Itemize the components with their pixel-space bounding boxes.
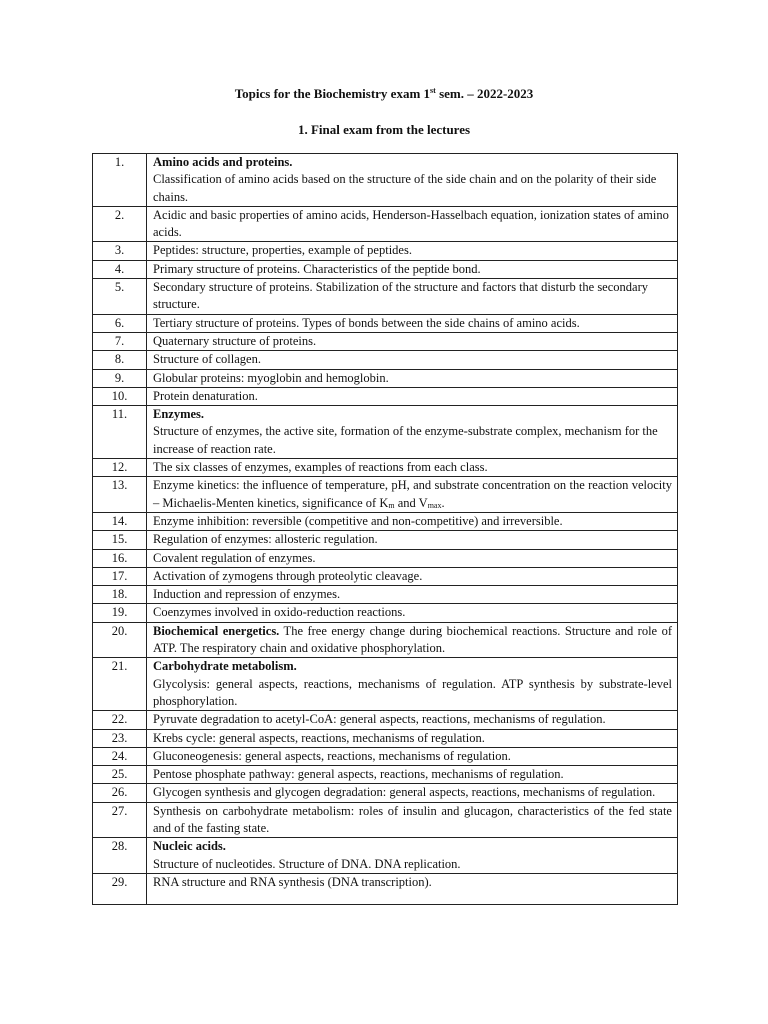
table-row bbox=[93, 784, 678, 802]
row-number: 6. bbox=[93, 314, 147, 332]
row-heading: Enzymes. bbox=[153, 407, 205, 422]
row-text bbox=[147, 838, 678, 874]
title-superscript: st bbox=[430, 86, 436, 95]
row-text: Peptides: structure, properties, example of peptides. bbox=[147, 242, 678, 260]
table-row bbox=[93, 802, 678, 838]
table-row bbox=[93, 242, 678, 260]
row-number: 4. bbox=[93, 260, 147, 278]
row-number: 12. bbox=[93, 459, 147, 477]
row-text: Activation of zymogens through proteolytic cleavage. bbox=[147, 567, 678, 585]
row-number: 2. bbox=[93, 206, 147, 242]
row-number: 11. bbox=[93, 406, 147, 459]
row-text: Krebs cycle: general aspects, reactions, mechanisms of regulation. bbox=[147, 729, 678, 747]
row-body: Enzyme kinetics: the influence of temperature, pH, and substrate concentration on the reaction velocity – Michaelis-Menten kinetics, significance of K bbox=[153, 478, 672, 510]
row-text: Pyruvate degradation to acetyl-CoA: general aspects, reactions, mechanisms of regulation. bbox=[147, 711, 678, 729]
document-title bbox=[0, 86, 768, 102]
km-subscript: m bbox=[388, 500, 395, 510]
row-number: 13. bbox=[93, 477, 147, 513]
row-body-cont: and V bbox=[394, 495, 428, 510]
table-row bbox=[93, 387, 678, 405]
table-row bbox=[93, 604, 678, 622]
row-number: 15. bbox=[93, 531, 147, 549]
table-row bbox=[93, 766, 678, 784]
row-text: Structure of collagen. bbox=[147, 351, 678, 369]
row-text bbox=[147, 477, 678, 513]
row-text: Tertiary structure of proteins. Types of bonds between the side chains of amino acids. bbox=[147, 314, 678, 332]
row-text: Regulation of enzymes: allosteric regulation. bbox=[147, 531, 678, 549]
row-number: 20. bbox=[93, 622, 147, 658]
row-text: Secondary structure of proteins. Stabilization of the structure and factors that disturb the secondary structure. bbox=[147, 279, 678, 315]
row-heading: Biochemical energetics. bbox=[153, 623, 280, 638]
table-row bbox=[93, 369, 678, 387]
row-text: Acidic and basic properties of amino acids, Henderson-Hasselbach equation, ionization states of amino acids. bbox=[147, 206, 678, 242]
title-text-rest: sem. – 2022-2023 bbox=[435, 86, 534, 101]
table-row bbox=[93, 838, 678, 874]
row-number: 10. bbox=[93, 387, 147, 405]
table-row bbox=[93, 351, 678, 369]
row-number: 29. bbox=[93, 873, 147, 904]
row-number: 18. bbox=[93, 586, 147, 604]
table-row bbox=[93, 531, 678, 549]
table-row bbox=[93, 622, 678, 658]
row-text: Covalent regulation of enzymes. bbox=[147, 549, 678, 567]
row-number: 5. bbox=[93, 279, 147, 315]
row-number: 17. bbox=[93, 567, 147, 585]
row-number: 19. bbox=[93, 604, 147, 622]
table-row bbox=[93, 747, 678, 765]
row-heading: Carbohydrate metabolism. bbox=[153, 659, 297, 674]
row-text: Globular proteins: myoglobin and hemoglobin. bbox=[147, 369, 678, 387]
row-number: 28. bbox=[93, 838, 147, 874]
table-row bbox=[93, 314, 678, 332]
row-text: Enzyme inhibition: reversible (competitive and non-competitive) and irreversible. bbox=[147, 512, 678, 530]
row-text: The six classes of enzymes, examples of reactions from each class. bbox=[147, 459, 678, 477]
row-text: Synthesis on carbohydrate metabolism: roles of insulin and glucagon, characteristics of the fed state and of the fasting state. bbox=[147, 802, 678, 838]
row-number: 16. bbox=[93, 549, 147, 567]
table-row bbox=[93, 873, 678, 904]
table-row bbox=[93, 154, 678, 207]
row-text: Quaternary structure of proteins. bbox=[147, 332, 678, 350]
table-row bbox=[93, 512, 678, 530]
row-number: 26. bbox=[93, 784, 147, 802]
row-heading: Amino acids and proteins. bbox=[153, 155, 293, 169]
table-row bbox=[93, 459, 678, 477]
row-number: 24. bbox=[93, 747, 147, 765]
table-row bbox=[93, 477, 678, 513]
row-number: 22. bbox=[93, 711, 147, 729]
row-heading: Nucleic acids. bbox=[153, 839, 226, 854]
row-number: 21. bbox=[93, 658, 147, 711]
row-body: Structure of enzymes, the active site, formation of the enzyme-substrate complex, mechanism for the increase of reaction rate. bbox=[153, 424, 658, 456]
row-number: 27. bbox=[93, 802, 147, 838]
table-row bbox=[93, 549, 678, 567]
row-number: 23. bbox=[93, 729, 147, 747]
row-number: 25. bbox=[93, 766, 147, 784]
row-text bbox=[147, 622, 678, 658]
table-row bbox=[93, 658, 678, 711]
table-row bbox=[93, 332, 678, 350]
row-number: 9. bbox=[93, 369, 147, 387]
row-text: RNA structure and RNA synthesis (DNA transcription). bbox=[147, 873, 678, 904]
topics-table bbox=[92, 153, 678, 905]
row-text bbox=[147, 658, 678, 711]
row-text: Protein denaturation. bbox=[147, 387, 678, 405]
row-body: Classification of amino acids based on the structure of the side chain and on the polarity of their side chains. bbox=[153, 172, 657, 204]
table-row bbox=[93, 567, 678, 585]
table-row bbox=[93, 711, 678, 729]
row-body: The free energy change during biochemical reactions. Structure and role of ATP. The respiratory chain and oxidative phosphorylation. bbox=[153, 623, 672, 656]
section-heading: 1. Final exam from the lectures bbox=[297, 122, 471, 137]
row-text: Glycogen synthesis and glycogen degradation: general aspects, reactions, mechanisms of regulation. bbox=[147, 784, 678, 802]
title-text: Topics for the Biochemistry exam 1 bbox=[234, 86, 431, 101]
row-body: Glycolysis: general aspects, reactions, mechanisms of regulation. ATP synthesis by substrate-level phosphorylation. bbox=[153, 676, 672, 708]
row-text bbox=[147, 154, 678, 207]
row-text: Gluconeogenesis: general aspects, reactions, mechanisms of regulation. bbox=[147, 747, 678, 765]
vmax-subscript: max bbox=[427, 500, 442, 510]
row-text: Coenzymes involved in oxido-reduction reactions. bbox=[147, 604, 678, 622]
table-row bbox=[93, 279, 678, 315]
row-number: 1. bbox=[93, 154, 147, 207]
table-row bbox=[93, 260, 678, 278]
table-row bbox=[93, 729, 678, 747]
row-text: Primary structure of proteins. Characteristics of the peptide bond. bbox=[147, 260, 678, 278]
row-text bbox=[147, 406, 678, 459]
row-text: Pentose phosphate pathway: general aspects, reactions, mechanisms of regulation. bbox=[147, 766, 678, 784]
row-number: 14. bbox=[93, 512, 147, 530]
row-number: 7. bbox=[93, 332, 147, 350]
row-body: Structure of nucleotides. Structure of DNA. DNA replication. bbox=[153, 856, 461, 871]
row-number: 3. bbox=[93, 242, 147, 260]
row-number: 8. bbox=[93, 351, 147, 369]
table-row bbox=[93, 406, 678, 459]
table-row bbox=[93, 206, 678, 242]
row-text: Induction and repression of enzymes. bbox=[147, 586, 678, 604]
row-body-end: . bbox=[441, 495, 445, 510]
table-row bbox=[93, 586, 678, 604]
